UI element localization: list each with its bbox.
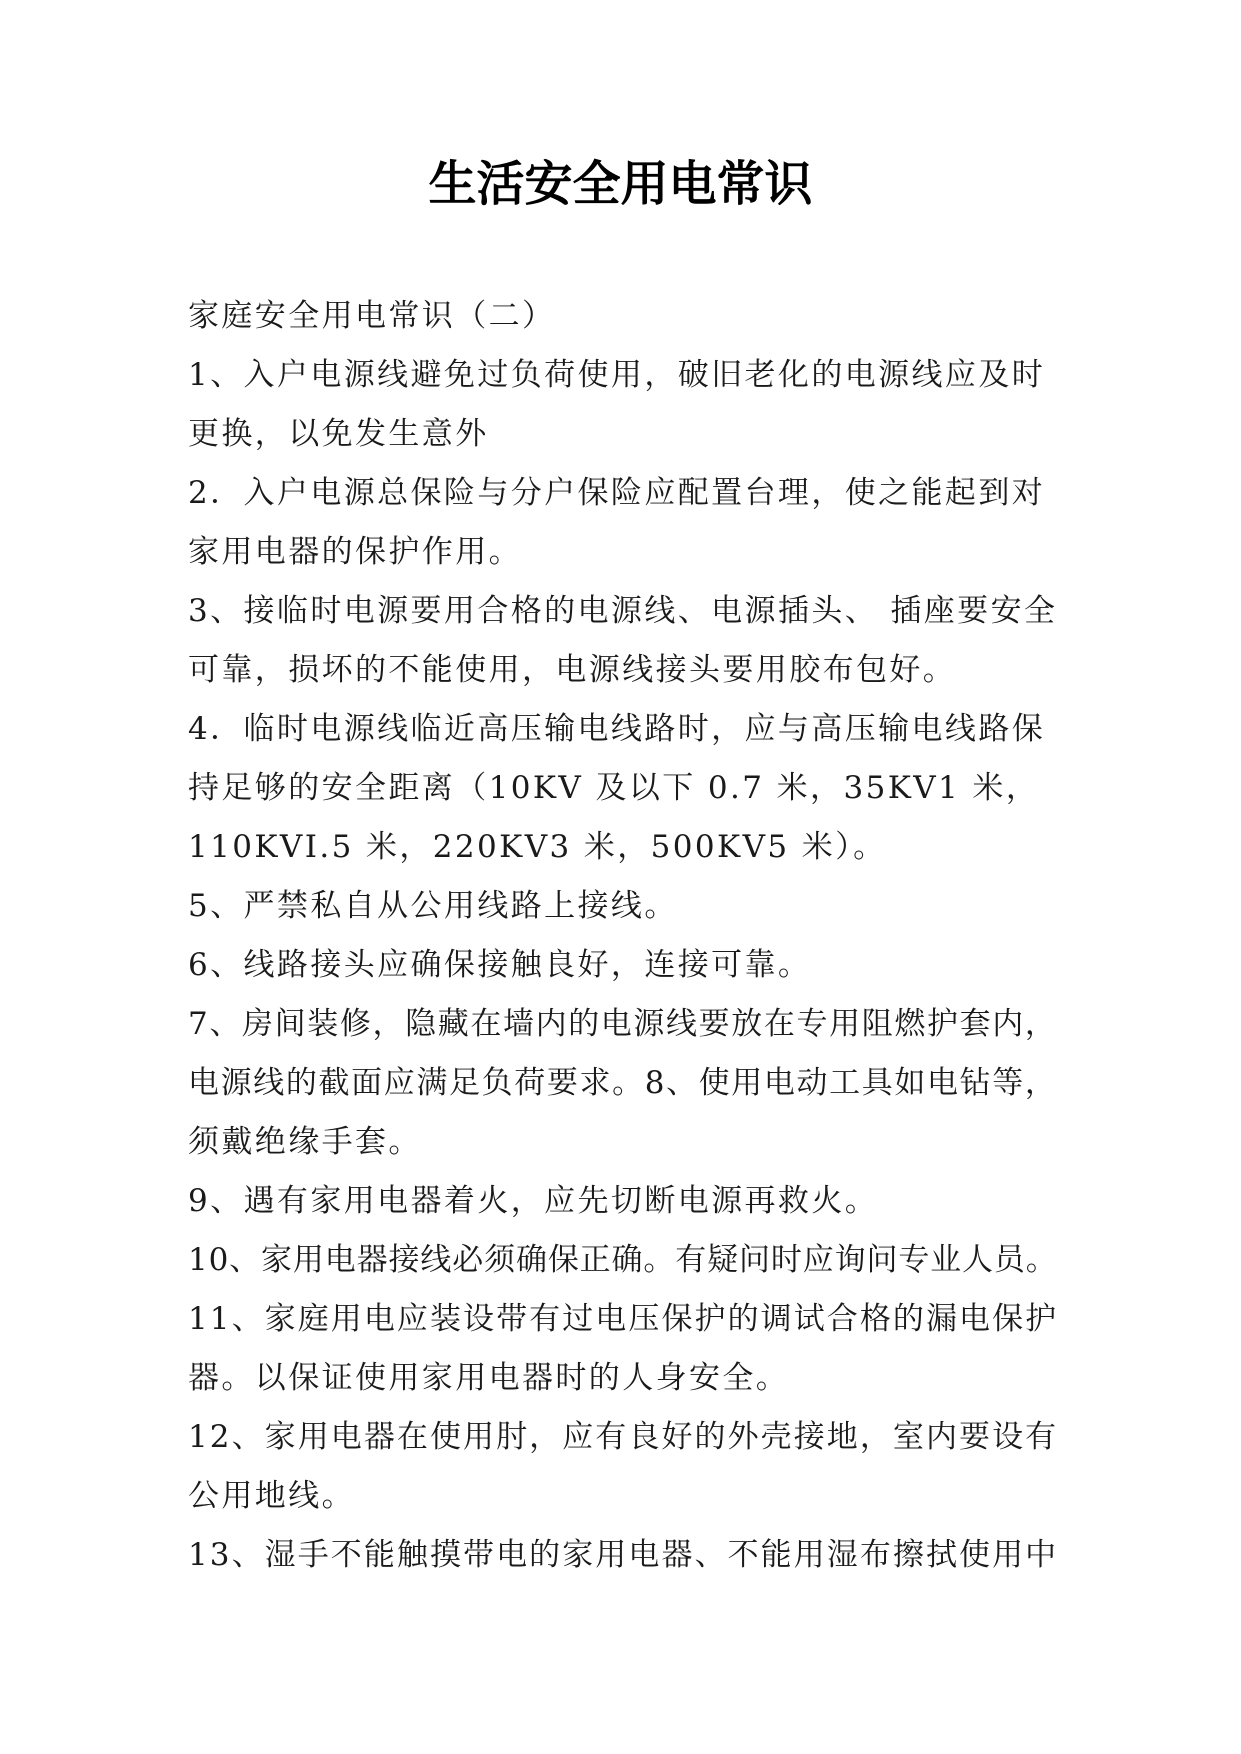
text-line: 电源线的截面应满足负荷要求。8、使用电动工具如电钻等， bbox=[188, 1065, 1058, 1101]
text-line: 9、遇有家用电器着火，应先切断电源再救火。 bbox=[188, 1183, 879, 1219]
text-line: 可靠，损坏的不能使用，电源线接头要用胶布包好。 bbox=[188, 652, 957, 688]
text-line: 2．入户电源总保险与分户保险应配置台理，使之能起到对 bbox=[188, 475, 1046, 511]
page-title: 生活安全用电常识 bbox=[428, 156, 813, 212]
text-line: 更换，以免发生意外 bbox=[188, 416, 489, 452]
text-line: 1、入户电源线避免过负荷使用，破旧老化的电源线应及时 bbox=[188, 357, 1046, 393]
text-line: 110KVI.5 米，220KV3 米，500KV5 米）。 bbox=[188, 829, 887, 865]
text-line: 须戴绝缘手套。 bbox=[188, 1124, 422, 1160]
text-line: 12、家用电器在使用肘，应有良好的外壳接地，室内要设有 bbox=[188, 1419, 1059, 1455]
text-line: 持足够的安全距离（10KV 及以下 0.7 米，35KV1 米， bbox=[188, 770, 1040, 806]
text-line: 7、房间装修，隐藏在墙内的电源线要放在专用阻燃护套内， bbox=[188, 1006, 1058, 1042]
text-line: 10、家用电器接线必须确保正确。有疑问时应询问专业人员。 bbox=[188, 1242, 1058, 1278]
section-heading: 家庭安全用电常识（二） bbox=[188, 298, 556, 334]
text-line: 器。以保证使用家用电器时的人身安全。 bbox=[188, 1360, 790, 1396]
text-line: 3、接临时电源要用合格的电源线、电源插头、 插座要安全 bbox=[188, 593, 1058, 629]
text-line: 13、湿手不能触摸带电的家用电器、不能用湿布擦拭使用中 bbox=[188, 1537, 1059, 1573]
text-line: 公用地线。 bbox=[188, 1478, 355, 1514]
text-line: 5、严禁私自从公用线路上接线。 bbox=[188, 888, 678, 924]
document-body bbox=[188, 287, 1058, 1585]
text-line: 家用电器的保护作用。 bbox=[188, 534, 522, 570]
text-line: 11、家庭用电应装设带有过电压保护的调试合格的漏电保护 bbox=[188, 1301, 1059, 1337]
text-line: 6、线路接头应确保接触良好，连接可靠。 bbox=[188, 947, 812, 983]
text-line: 4．临时电源线临近高压输电线路时，应与高压输电线路保 bbox=[188, 711, 1046, 747]
